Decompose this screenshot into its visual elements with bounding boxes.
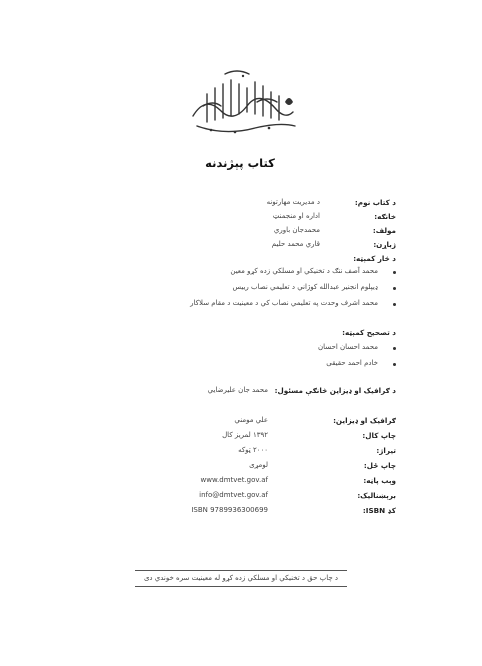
bullet-icon (393, 363, 396, 366)
circulation-value: ۲۰۰۰ ټوکه (238, 446, 268, 454)
website-label: وېب پاڼه: (363, 476, 396, 485)
supervision-committee-label: د څار کمېټه: (353, 254, 396, 263)
list-item (76, 359, 396, 371)
circulation-label: تیراژ: (376, 446, 396, 455)
supervision-member: محمد اشرف وحدت په تعلیمي نصاب کي د معینیت د مقام سلاکار (190, 299, 378, 307)
page-title: کتاب پېژندنه (205, 156, 275, 170)
book-name-label: د کتاب نوم: (354, 198, 396, 207)
translator-value: قاري محمد حلیم (271, 240, 320, 248)
website-value: www.dmtvet.gov.af (200, 476, 268, 484)
editing-member: خادم احمد حقیقی (326, 359, 378, 367)
email-label: برېښنالیک: (357, 491, 396, 500)
supervision-member: ډیپلوم انجنیر عبدالله کوژاني د تعلیمي نصاب رییس (232, 283, 378, 291)
supervision-member: محمد آصف ننګ د تخنیکي او مسلکي زده کړو معین (230, 267, 378, 275)
list-item (76, 299, 396, 311)
copyright-rule-bottom (135, 586, 347, 587)
graphics-manager-value: محمد جان علیرضايي (207, 386, 268, 394)
print-year-value: ۱۳۹۲ لمریز کال (222, 431, 268, 439)
book-name-value: د مدیریت مهارتونه (266, 198, 320, 206)
email-value: info@dmtvet.gov.af (199, 491, 268, 499)
list-item (76, 283, 396, 295)
basmala-calligraphy (185, 66, 300, 138)
isbn-value: ISBN 9789936300699 (191, 506, 268, 514)
bullet-icon (393, 287, 396, 290)
print-number-label: چاپ ځل: (363, 461, 396, 470)
graphics-manager-label: د ګرافیک او ډیزاین څانګې مسئول: (274, 386, 396, 395)
bullet-icon (393, 347, 396, 350)
editing-member: محمد احسان احسان (317, 343, 378, 351)
copyright-notice: د چاپ حق د تخنيکي او مسلکي زده کړو له معينيت سره خوندي دی (143, 574, 339, 582)
copyright-rule-top (135, 570, 347, 571)
list-item (76, 267, 396, 279)
graphics-design-label: ګرافیک او ډیزاین: (333, 416, 396, 425)
list-item (76, 343, 396, 355)
print-number-value: لومړی (249, 461, 268, 469)
department-label: خانګه: (374, 212, 396, 221)
isbn-label: کډ ISBN: (362, 506, 396, 515)
translator-label: ژباړن: (373, 240, 396, 249)
author-label: مولف: (372, 226, 396, 235)
editing-committee-label: د تصحیح کمېټه: (342, 328, 396, 337)
bullet-icon (393, 303, 396, 306)
author-value: محمدجان باوري (273, 226, 320, 234)
print-year-label: چاپ کال: (362, 431, 396, 440)
graphics-design-value: علي مومني (234, 416, 268, 424)
department-value: اداره او منجمنټ (272, 212, 320, 220)
bullet-icon (393, 271, 396, 274)
